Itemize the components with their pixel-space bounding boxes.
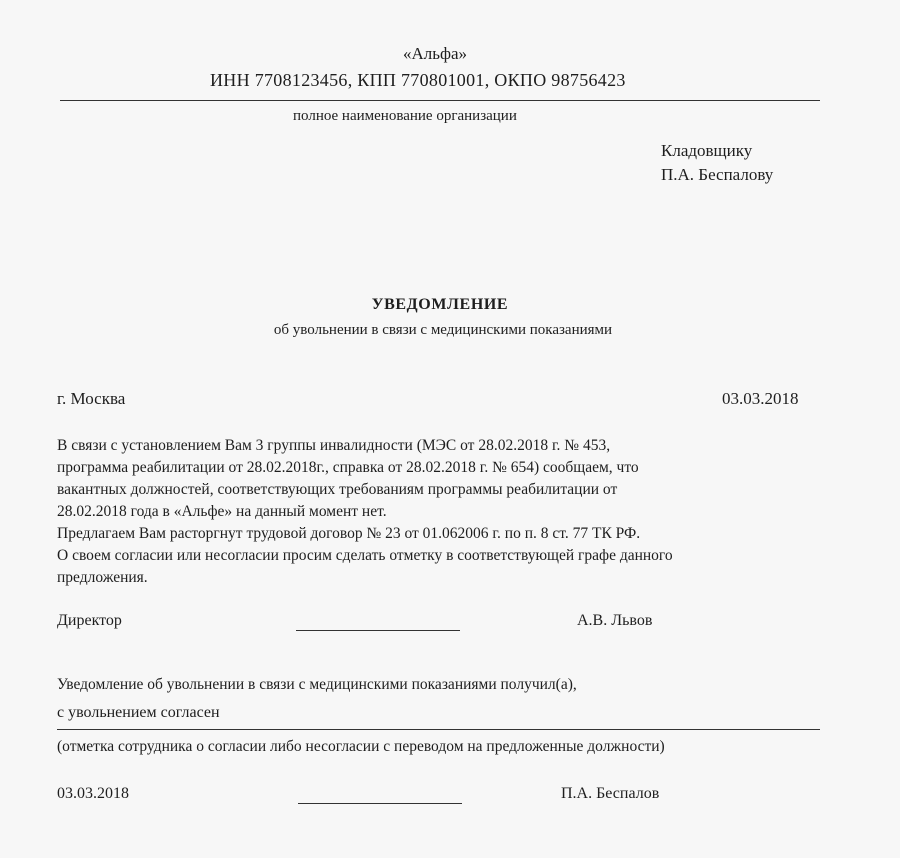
agreement-text: с увольнением согласен: [57, 704, 220, 721]
organization-codes: ИНН 7708123456, КПП 770801001, ОКПО 98756423: [210, 70, 626, 90]
addressee-name: П.А. Беспалову: [661, 165, 774, 184]
director-signature-line: [296, 630, 460, 631]
agreement-note: (отметка сотрудника о согласии либо несогласии с переводом на предложенные должности): [57, 738, 665, 755]
body-line: предложения.: [57, 569, 148, 586]
body-line: Предлагаем Вам расторгнут трудовой договор № 23 от 01.062006 г. по п. 8 ст. 77 ТК РФ.: [57, 525, 641, 542]
notice-body: [57, 435, 673, 589]
body-line: О своем согласии или несогласии просим сделать отметку в соответствующей графе данного: [57, 547, 673, 564]
header-divider: [60, 100, 820, 101]
employee-name: П.А. Беспалов: [561, 785, 660, 802]
body-line: вакантных должностей, соответствующих требованиям программы реабилитации от: [57, 481, 618, 498]
body-line: В связи с установлением Вам 3 группы инвалидности (МЭС от 28.02.2018 г. № 453,: [57, 437, 611, 454]
acknowledgement-text: Уведомление об увольнении в связи с медицинскими показаниями получил(а),: [57, 676, 577, 693]
addressee-block: [661, 139, 773, 187]
document-date: 03.03.2018: [722, 389, 799, 408]
organization-caption: полное наименование организации: [293, 108, 517, 124]
addressee-position: Кладовщику: [661, 141, 753, 160]
agreement-line: [57, 729, 820, 730]
signatory-position: Директор: [57, 612, 122, 629]
body-line: программа реабилитации от 28.02.2018г., справка от 28.02.2018 г. № 654) сообщаем, что: [57, 459, 639, 476]
document-city: г. Москва: [57, 389, 126, 408]
organization-name: «Альфа»: [402, 44, 468, 63]
employee-signature-line: [298, 803, 462, 804]
signatory-name: А.В. Львов: [577, 612, 653, 629]
employee-date: 03.03.2018: [57, 785, 129, 802]
document-title: УВЕДОМЛЕНИЕ: [371, 296, 509, 313]
body-line: 28.02.2018 года в «Альфе» на данный момент нет.: [57, 503, 387, 520]
document-subtitle: об увольнении в связи с медицинскими показаниями: [273, 322, 613, 338]
